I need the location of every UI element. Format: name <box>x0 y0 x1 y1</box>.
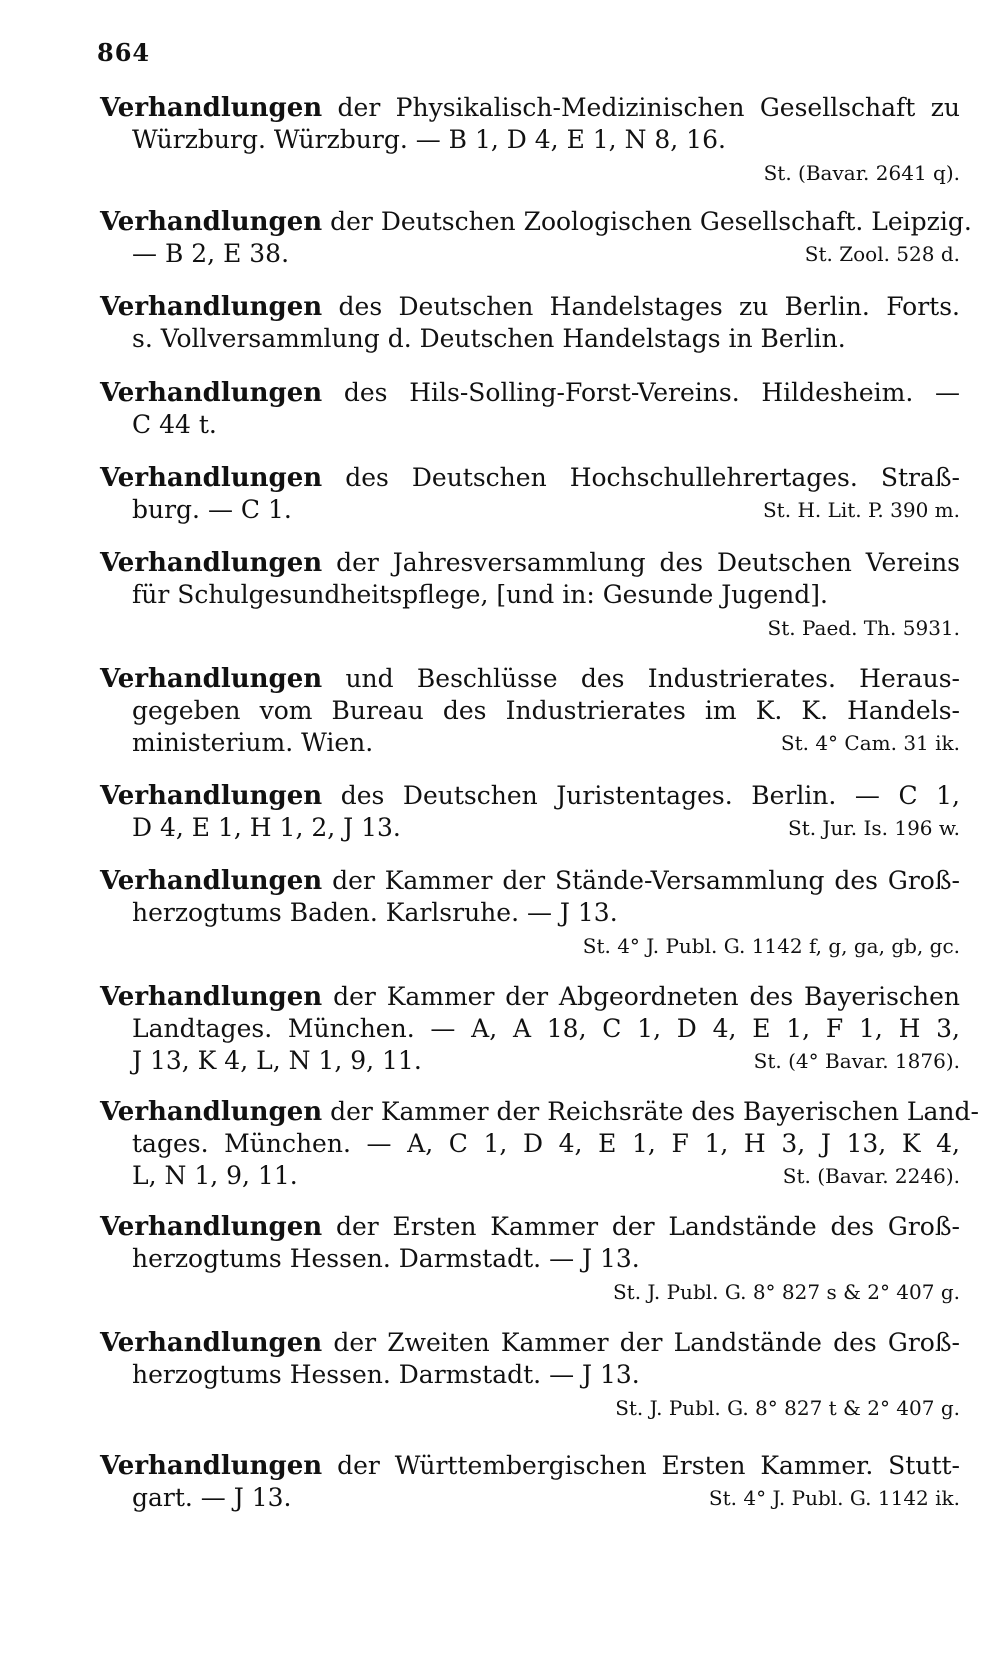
bibliography-entry <box>100 1327 960 1423</box>
entry-signature: St. 4° J. Publ. G. 1142 ik. <box>708 1486 960 1510</box>
entry-signature: St. (4° Bavar. 1876). <box>753 1049 960 1073</box>
entry-signature: St. 4° J. Publ. G. 1142 f, g, ga, gb, gc. <box>582 934 960 958</box>
entry-line: gart. — J 13. St. 4° J. Publ. G. 1142 ik. <box>132 1483 960 1512</box>
bibliography-entry <box>100 1096 979 1192</box>
bibliography-entry <box>100 981 960 1077</box>
entry-line: Verhandlungen des Deutschen Handelstages zu Berlin. Forts. <box>100 292 960 322</box>
entry-line: Verhandlungen der Ersten Kammer der Landstände des Groß- <box>100 1212 960 1242</box>
entry-line: herzogtums Baden. Karlsruhe. — J 13. <box>132 898 618 927</box>
bibliography-entry <box>100 1450 960 1514</box>
bibliography-entry <box>100 780 960 844</box>
entry-line: Verhandlungen der Physikalisch-Medizinischen Gesellschaft zu <box>100 93 960 123</box>
entry-signature: St. Zool. 528 d. <box>804 242 960 266</box>
entry-line: Verhandlungen des Deutschen Juristentages. Berlin. — C 1, <box>100 781 960 811</box>
entry-line: tages. München. — A, C 1, D 4, E 1, F 1, H 3, J 13, K 4, <box>132 1129 960 1158</box>
bibliography-entry <box>100 462 960 526</box>
entry-signature: St. J. Publ. G. 8° 827 s & 2° 407 g. <box>612 1280 960 1304</box>
entry-signature: St. 4° Cam. 31 ik. <box>780 731 960 755</box>
entry-line: herzogtums Hessen. Darmstadt. — J 13. <box>132 1244 640 1273</box>
entry-line: Verhandlungen der Kammer der Stände-Versammlung des Groß- <box>100 866 960 896</box>
entry-line: herzogtums Hessen. Darmstadt. — J 13. <box>132 1360 640 1389</box>
entry-signature: St. H. Lit. P. 390 m. <box>762 498 960 522</box>
bibliography-entry <box>100 547 960 643</box>
entry-line: Verhandlungen der Württembergischen Ersten Kammer. Stutt- <box>100 1451 960 1481</box>
entry-signature: St. (Bavar. 2246). <box>782 1164 960 1188</box>
entry-line: Verhandlungen der Kammer der Reichsräte des Bayerischen Land- <box>100 1097 979 1127</box>
bibliography-entry <box>100 1211 960 1307</box>
entry-signature: St. Jur. Is. 196 w. <box>788 816 960 840</box>
entry-line: Verhandlungen und Beschlüsse des Industrierates. Heraus- <box>100 664 960 694</box>
bibliography-entry <box>100 206 972 270</box>
entry-line: Würzburg. Würzburg. — B 1, D 4, E 1, N 8, 16. <box>132 125 726 154</box>
entry-line: Landtages. München. — A, A 18, C 1, D 4, E 1, F 1, H 3, <box>132 1014 960 1043</box>
entry-line: Verhandlungen des Deutschen Hochschullehrertages. Straß- <box>100 463 960 493</box>
entry-line: — B 2, E 38. St. Zool. 528 d. <box>132 239 960 268</box>
entry-line: für Schulgesundheitspflege, [und in: Gesunde Jugend]. <box>132 580 828 609</box>
entry-line: L, N 1, 9, 11. St. (Bavar. 2246). <box>132 1161 960 1190</box>
entry-line: ministerium. Wien. St. 4° Cam. 31 ik. <box>132 728 960 757</box>
bibliography-entry <box>100 865 960 961</box>
entry-signature: St. Paed. Th. 5931. <box>767 616 960 640</box>
entry-line: J 13, K 4, L, N 1, 9, 11. St. (4° Bavar. 1876). <box>132 1046 960 1075</box>
bibliography-entry <box>100 291 960 355</box>
entry-keyword: Verhandlungen <box>100 93 323 123</box>
entry-line: C 44 t. <box>132 410 217 439</box>
entry-line: Verhandlungen der Zweiten Kammer der Landstände des Groß- <box>100 1328 960 1358</box>
entry-line: D 4, E 1, H 1, 2, J 13. St. Jur. Is. 196 w. <box>132 813 960 842</box>
bibliography-entry <box>100 92 960 188</box>
entry-line: Verhandlungen des Hils-Solling-Forst-Vereins. Hildesheim. — <box>100 378 960 408</box>
entry-line: gegeben vom Bureau des Industrierates im K. K. Handels- <box>132 696 960 725</box>
bibliography-entry <box>100 377 960 441</box>
page-number: 864 <box>97 38 151 67</box>
bibliography-entry <box>100 663 960 759</box>
entry-line: s. Vollversammlung d. Deutschen Handelstags in Berlin. <box>132 324 846 353</box>
entry-line: burg. — C 1. St. H. Lit. P. 390 m. <box>132 495 960 524</box>
entry-line: Verhandlungen der Kammer der Abgeordneten des Bayerischen <box>100 982 960 1012</box>
entry-signature: St. J. Publ. G. 8° 827 t & 2° 407 g. <box>615 1396 960 1420</box>
entry-signature: St. (Bavar. 2641 q). <box>763 161 960 185</box>
entry-line: Verhandlungen der Deutschen Zoologischen Gesellschaft. Leipzig. <box>100 207 972 237</box>
entry-line: Verhandlungen der Jahresversammlung des Deutschen Vereins <box>100 548 960 578</box>
